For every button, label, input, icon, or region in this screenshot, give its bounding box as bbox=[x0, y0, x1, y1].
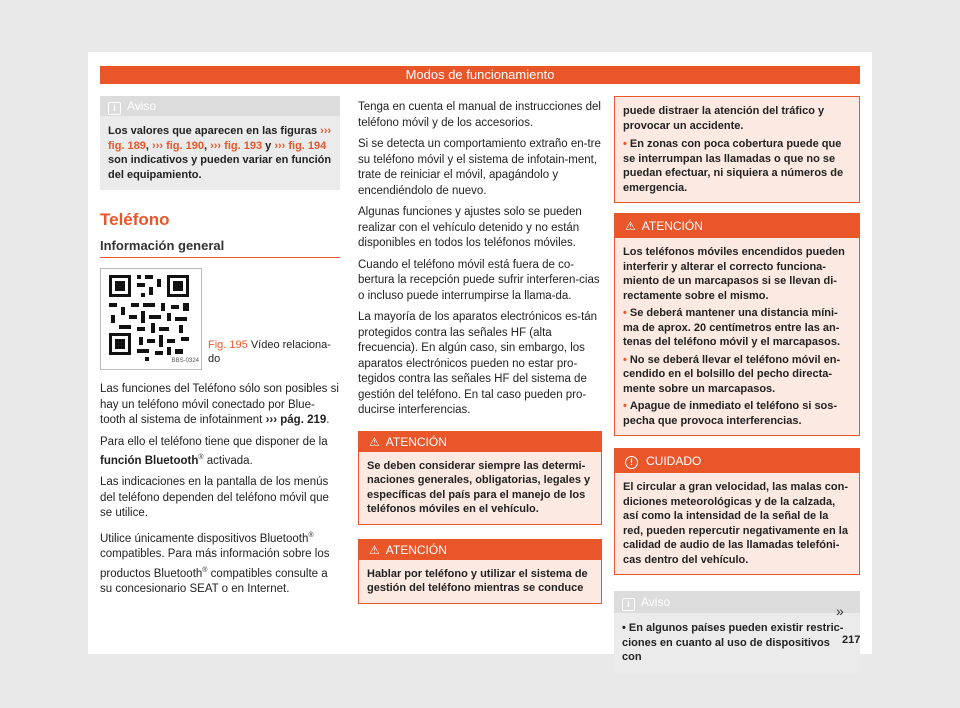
figure-caption bbox=[202, 268, 340, 370]
aviso-title: Aviso bbox=[127, 99, 157, 113]
figure-195 bbox=[100, 268, 340, 370]
bullet: • bbox=[623, 138, 627, 150]
qr-code[interactable] bbox=[100, 268, 202, 370]
aviso-header bbox=[100, 96, 340, 116]
paragraph: Cuando el teléfono móvil está fuera de co-bertura la recepción puede sufrir interferen-cias o incluso puede interrumpirse la llama-da. bbox=[358, 258, 600, 302]
fig-ref-link[interactable]: ››› fig. 194 bbox=[274, 139, 327, 152]
warning-body: Se deben considerar siempre las determi-naciones generales, obligatorias, legales y específicas del país para el manejo de los teléfonos móviles en el vehículo. bbox=[359, 452, 601, 524]
page-ref-link[interactable]: ››› pág. 219 bbox=[265, 414, 327, 426]
figure-caption-text: Vídeo relaciona-do bbox=[208, 339, 331, 365]
info-icon: i bbox=[622, 598, 635, 611]
warning-icon: ⚠ bbox=[369, 434, 380, 449]
warning-body: puede distraer la atención del tráfico y provocar un accidente. • En zonas con poca cobertura puede que se interrumpan las llamadas o que no se puedan efectuar, ni siquiera a números de emergencia. bbox=[615, 97, 859, 202]
warning-box bbox=[358, 431, 602, 525]
paragraph: Si se detecta un comportamiento extraño en-tre su teléfono móvil y el sistema de infotain-ment, trate de reiniciar el móvil, apagándolo y encendiéndolo de nuevo. bbox=[358, 138, 601, 197]
aviso-box bbox=[614, 591, 860, 673]
figure-number: Fig. 195 bbox=[208, 339, 248, 351]
column-2 bbox=[358, 100, 602, 614]
caution-body: El circular a gran velocidad, las malas con-diciones meteorológicas y de la calzada, así como la intensidad de la señal de la red, pueden repercutir negativamente en la calidad de audio de las llamadas telefóni-cas dentro del vehículo. bbox=[615, 473, 859, 574]
fig-ref-link[interactable]: ››› fig. 190 bbox=[152, 139, 204, 152]
warning-icon: ⚠ bbox=[369, 542, 380, 557]
paragraph: Las indicaciones en la pantalla de los menús del teléfono dependen del teléfono móvil que se utilice. bbox=[100, 476, 329, 520]
figure-code: BBS-0324 bbox=[171, 354, 200, 370]
warning-box bbox=[614, 213, 860, 436]
paragraph: Tenga en cuenta el manual de instrucciones del teléfono móvil y de los accesorios. bbox=[358, 101, 601, 129]
column-3 bbox=[614, 96, 860, 673]
page-number: 217 bbox=[842, 634, 861, 646]
paragraph: La mayoría de los aparatos electrónicos es-tán protegidos contra las señales HF (alta frecuencia). En algún caso, sin embargo, los aparatos electrónicos pueden no estar pro-tegidos contra las señales HF del sistema de gestión del teléfono. En tal caso pueden pro-ducirse interferencias. bbox=[358, 311, 598, 416]
continue-mark: » bbox=[836, 603, 844, 619]
paragraph: Las funciones del Teléfono sólo son posibles si hay un teléfono móvil conectado por Blue-tooth al sistema de infotainment ››› pág. 219. bbox=[100, 383, 339, 426]
aviso-body: Los valores que aparecen en las figuras ››› fig. 189, ››› fig. 190, ››› fig. 193 y ››› fig. 194 son indicativos y pueden variar en función del equipamiento. bbox=[108, 125, 332, 181]
warning-box-continued bbox=[614, 96, 860, 203]
warning-header: ⚠ ATENCIÓN bbox=[359, 432, 601, 452]
warning-body: Hablar por teléfono y utilizar el sistema de gestión del teléfono mientras se conduce bbox=[359, 560, 601, 603]
aviso-header bbox=[614, 591, 860, 613]
column-1 bbox=[100, 96, 340, 603]
paragraph: Utilice únicamente dispositivos Bluetooth® compatibles. Para más información sobre los productos Bluetooth® compatibles consulte a su concesionario SEAT o en Internet. bbox=[100, 531, 330, 595]
aviso-body: • En algunos países pueden existir restric-ciones en cuanto al uso de dispositivos con bbox=[622, 622, 844, 663]
aviso-title: Aviso bbox=[641, 595, 671, 609]
caution-box bbox=[614, 448, 860, 575]
caution-icon: ! bbox=[625, 456, 638, 469]
caution-header: ! CUIDADO bbox=[615, 449, 859, 473]
warning-header: ⚠ ATENCIÓN bbox=[615, 214, 859, 238]
fig-ref-link[interactable]: ››› fig. 193 bbox=[210, 139, 263, 152]
paragraph: Algunas funciones y ajustes solo se pueden realizar con el vehículo detenido y no están disponibles en todos los teléfonos móviles. bbox=[358, 206, 582, 249]
warning-icon: ⚠ bbox=[625, 219, 636, 233]
fig-ref-link[interactable]: ››› fig. 189 bbox=[108, 125, 332, 152]
paragraph: Para ello el teléfono tiene que disponer de la función Bluetooth® activada. bbox=[100, 435, 328, 467]
info-icon: i bbox=[108, 102, 121, 115]
section-heading: Teléfono bbox=[100, 210, 170, 229]
subsection-heading: Información general bbox=[100, 237, 225, 253]
section-header: Modos de funcionamiento bbox=[100, 66, 860, 84]
warning-header: ⚠ ATENCIÓN bbox=[359, 540, 601, 560]
warning-body: Los teléfonos móviles encendidos pueden interferir y alterar el correcto funciona-miento de un marcapasos si se llevan di-rectamente sobre el mismo. • Se deberá mantener una distancia míni-ma de aprox. 20 centímetros entre las an-tenas del teléfono móvil y el marcapasos. • No se deberá llevar el teléfono móvil en-cendido en el bolsillo del pecho directa-mente sobre un marcapasos. • Apague de inmediato el teléfono si sos-pecha que provoca interferencias. bbox=[615, 238, 859, 435]
heading-rule bbox=[100, 257, 340, 258]
aviso-box bbox=[100, 96, 340, 190]
warning-box bbox=[358, 539, 602, 604]
